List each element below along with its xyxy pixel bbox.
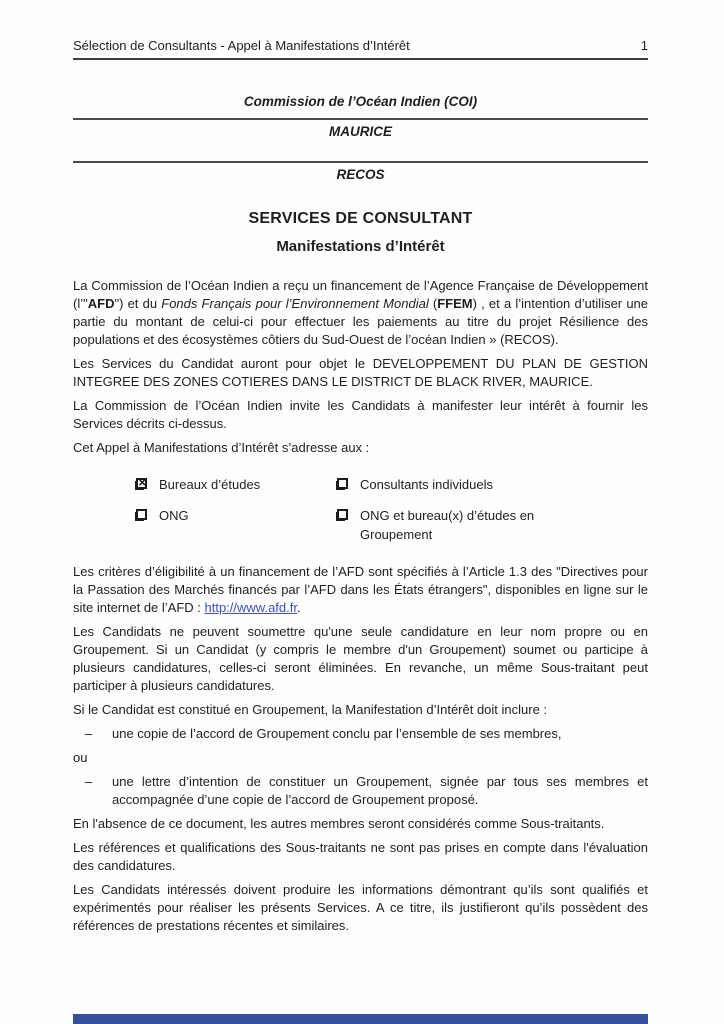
fund-name-italic: Fonds Français pour l’Environnement Mondial	[161, 296, 429, 311]
paragraph-text: .	[297, 600, 301, 615]
groupement-documents-list	[73, 725, 648, 809]
paragraph-invitation: La Commission de l’Océan Indien invite les Candidats à manifester leur intérêt à fournir les Services décrits ci-dessus.	[73, 398, 648, 431]
paragraph-object: Les Services du Candidat auront pour objet le DEVELOPPEMENT DU PLAN DE GESTION INTEGREE DES ZONES COTIERES DANS LE DISTRICT DE BLACK RIVER, MAURICE.	[73, 356, 648, 389]
afd-website-link[interactable]: http://www.afd.fr	[204, 600, 297, 615]
paragraph-sous-traitants: Les références et qualifications des Sous-traitants ne sont pas prises en compte dans l'évaluation des candidatures.	[73, 840, 648, 873]
horizontal-rule	[73, 161, 648, 163]
option-label: Bureaux d’études	[159, 477, 261, 492]
list-item	[73, 725, 648, 743]
option-label: Consultants individuels	[360, 477, 493, 492]
option-label: ONG	[159, 508, 189, 523]
letterhead-organization: Commission de l’Océan Indien (COI)	[243, 94, 478, 109]
document-title: SERVICES DE CONSULTANT	[248, 210, 473, 227]
list-connector: ou	[73, 750, 88, 765]
page-number: 1	[640, 38, 648, 53]
paragraph-financing	[73, 277, 648, 349]
checkbox-unchecked-icon[interactable]	[337, 509, 348, 520]
checkbox-unchecked-icon[interactable]	[136, 509, 147, 520]
letterhead-project: RECOS	[336, 167, 385, 182]
paragraph-eligibility	[73, 563, 648, 617]
option-ong[interactable]	[136, 506, 337, 544]
option-bureaux-etudes[interactable]	[136, 475, 337, 494]
option-consultants-individuels[interactable]	[337, 475, 648, 494]
option-label: ONG et bureau(x) d’études en Groupement	[360, 508, 535, 542]
option-ong-groupement[interactable]	[337, 506, 648, 544]
list-item-text: une copie de l’accord de Groupement conclu par l’ensemble de ses membres,	[112, 726, 562, 741]
paragraph-absence-document: En l'absence de ce document, les autres membres seront considérés comme Sous-traitants.	[73, 816, 605, 831]
dash-marker: –	[85, 774, 93, 789]
horizontal-rule	[73, 118, 648, 120]
paragraph-qualifications: Les Candidats intéressés doivent produire les informations démontrant qu’ils sont qualifiés et expérimentés pour réaliser les présents Services. A ce titre, ils justifieront qu’ils possèdent des références de prestations récentes et similaires.	[73, 882, 648, 933]
candidate-type-options	[136, 475, 648, 544]
page-content	[73, 0, 648, 941]
paragraph-text: Les critères d’éligibilité à un financement de l’AFD sont spécifiés à l’Article 1.3 des "Directives pour la Passation des Marchés financés par l’AFD dans les États étrangers", disponibles en ligne sur le site internet de l’AFD :	[73, 564, 648, 615]
dash-marker: –	[85, 726, 93, 741]
checkbox-unchecked-icon[interactable]	[337, 478, 348, 489]
paragraph-addressed-to: Cet Appel à Manifestations d’Intérêt s’adresse aux :	[73, 440, 370, 455]
paragraph-text: La Commission de l’Océan Indien a reçu un financement de l’Agence Française de Développement (l’"	[73, 278, 648, 311]
list-item-text: une lettre d’intention de constituer un Groupement, signée par tous ses membres et accompagnée d’une copie de l’accord de Groupement proposé.	[112, 774, 648, 807]
document-subtitle: Manifestations d’Intérêt	[276, 238, 445, 255]
paragraph-text: ") et du	[114, 296, 162, 311]
header-title: Sélection de Consultants - Appel à Manifestations d’Intérêt	[73, 38, 410, 53]
paragraph-text: (	[428, 296, 438, 311]
ffem-bold: FFEM	[437, 296, 473, 311]
checkbox-checked-icon[interactable]: ✕	[138, 478, 147, 489]
letterhead-country: MAURICE	[329, 124, 392, 139]
page-edge-strip	[73, 1014, 648, 1024]
running-header	[73, 38, 648, 60]
paragraph-groupement-requirement: Si le Candidat est constitué en Groupement, la Manifestation d’Intérêt doit inclure :	[73, 702, 548, 717]
paragraph-text: ) , et a l’intention d’utiliser une partie du montant de celui-ci pour effectuer les paiements au titre du projet Résilience des populations et des écosystèmes côtiers du Sud-Ouest de l’océan Indien » (RECOS).	[73, 296, 649, 347]
list-item	[73, 773, 648, 809]
afd-bold: AFD	[87, 296, 115, 311]
paragraph-single-application: Les Candidats ne peuvent soumettre qu'une seule candidature en leur nom propre ou en Groupement. Si un Candidat (y compris le membre d'un Groupement) soumet ou participe à plusieurs candidatures, celles-ci seront éliminées. En revanche, un même Sous-traitant peut participer à plusieurs candidatures.	[73, 624, 648, 693]
